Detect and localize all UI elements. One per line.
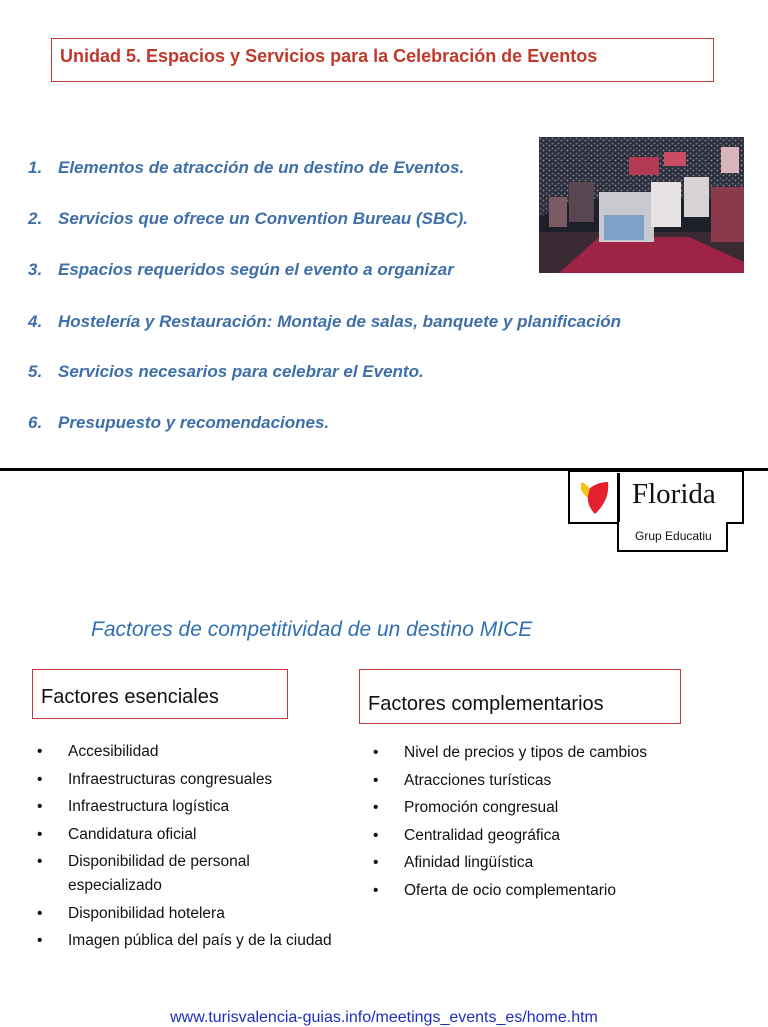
list-item: • Atracciones turísticas	[368, 769, 728, 793]
list-item: • Oferta de ocio complementario	[368, 879, 728, 903]
list-item: • Disponibilidad de personal especializado	[32, 850, 288, 898]
list-item: • Infraestructura logística	[32, 795, 372, 819]
list-item: • Afinidad lingüística	[368, 851, 728, 875]
agenda-item: 1. Elementos de atracción de un destino de Eventos.	[28, 158, 465, 177]
shield-logo-icon	[578, 478, 612, 518]
event-hall-photo	[539, 137, 744, 273]
agenda-item: 5. Servicios necesarios para celebrar el Evento.	[28, 362, 424, 381]
complementarios-list	[368, 741, 728, 906]
heading-esenciales: Factores esenciales	[41, 686, 219, 708]
list-item: • Accesibilidad	[32, 740, 372, 764]
list-item: • Infraestructuras congresuales	[32, 768, 372, 792]
slide-subtitle: Factores de competitividad de un destino MICE	[91, 618, 533, 641]
list-item: • Candidatura oficial	[32, 823, 372, 847]
list-item: • Imagen pública del país y de la ciudad	[32, 929, 372, 953]
agenda-item: 6. Presupuesto y recomendaciones.	[28, 413, 330, 432]
list-item: • Nivel de precios y tipos de cambios	[368, 741, 728, 765]
agenda-item: 2. Servicios que ofrece un Convention Bureau (SBC).	[28, 209, 468, 228]
list-item: • Promoción congresual	[368, 796, 728, 820]
logo-separator	[617, 473, 620, 523]
source-link[interactable]: www.turisvalencia-guias.info/meetings_events_es/home.htm	[170, 1009, 598, 1026]
logo-wordmark: Florida	[632, 478, 716, 510]
heading-complementarios: Factores complementarios	[368, 693, 604, 715]
slide-title: Unidad 5. Espacios y Servicios para la Celebración de Eventos	[60, 46, 598, 66]
list-item: • Centralidad geográfica	[368, 824, 728, 848]
list-item: • Disponibilidad hotelera	[32, 902, 372, 926]
logo-tagline: Grup Educatiu	[635, 529, 712, 543]
agenda-item: 4. Hostelería y Restauración: Montaje de salas, banquete y planificación	[28, 312, 622, 331]
esenciales-list	[32, 740, 372, 957]
agenda-item: 3. Espacios requeridos según el evento a organizar	[28, 260, 454, 279]
